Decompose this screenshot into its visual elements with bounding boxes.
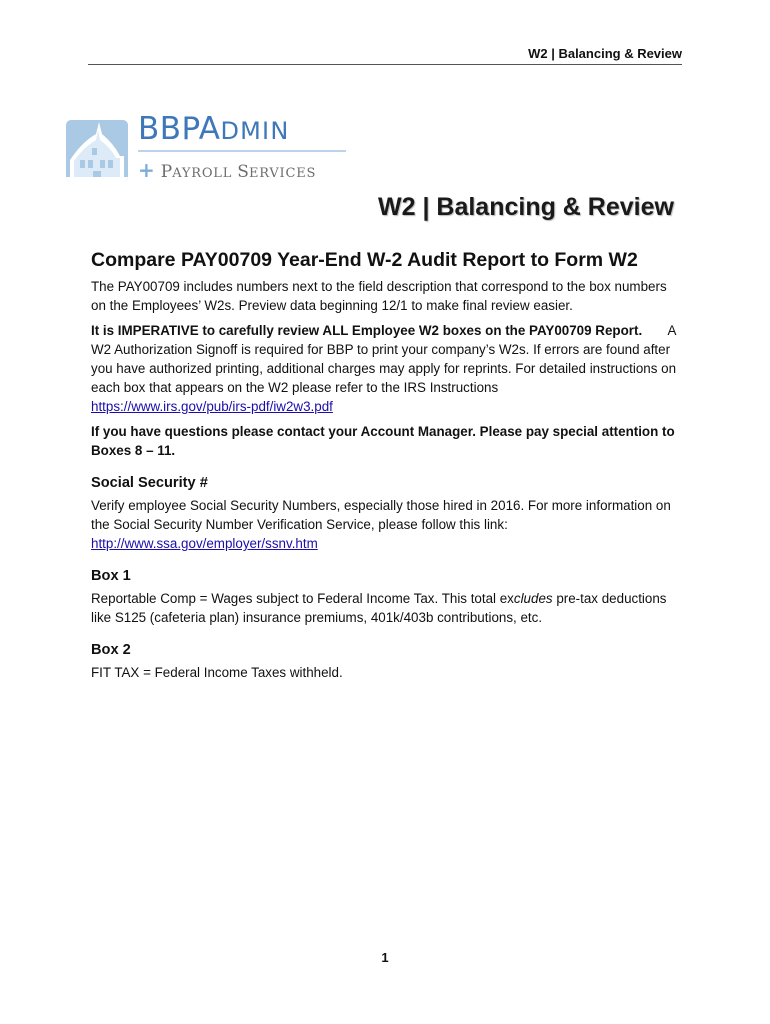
logo-subtitle: [138, 160, 316, 181]
box2-heading: Box 2: [91, 642, 131, 658]
ssn-paragraph: [91, 496, 679, 553]
running-header: [88, 46, 682, 65]
irs-instructions-link[interactable]: https://www.irs.gov/pub/irs-pdf/iw2w3.pdf: [91, 399, 333, 414]
ssn-heading: Social Security #: [91, 475, 208, 491]
logo-sub-p: P: [160, 162, 173, 182]
plus-icon: +: [138, 158, 155, 182]
imperative-rest: A W2 Authorization Signoff is required for BBP to print your company’s W2s. If errors are found after you have authorized printing, additional charges may apply for reprints. For detailed instructions on each box that appears on the W2 please refer to the IRS Instructions: [91, 323, 677, 395]
page-number: 1: [381, 950, 389, 965]
running-header-title: W2 | Balancing & Review: [528, 46, 682, 61]
box1-heading: Box 1: [91, 568, 131, 584]
box1-text-emphasis: cludes: [513, 591, 553, 606]
ssn-text: Verify employee Social Security Numbers, especially those hired in 2016. For more information on the Social Security Number Verification Service, please follow this link:: [91, 498, 671, 532]
questions-paragraph: [91, 422, 679, 460]
box1-text-before: Reportable Comp = Wages subject to Federal Income Tax. This total ex: [91, 591, 514, 606]
logo-brand-admin-rest: DMIN: [220, 117, 290, 145]
logo-sub-ervices: ERVICES: [248, 166, 317, 181]
logo-sub-ayroll: AYROLL: [172, 166, 233, 181]
box1-text-after: pre-tax deductions like S125 (cafeteria plan) insurance premiums, 401k/403b contributions, etc.: [91, 591, 667, 625]
company-logo: [66, 111, 366, 186]
logo-brand-bbp: BBP: [138, 111, 199, 147]
imperative-paragraph: [91, 321, 679, 416]
intro-heading: Compare PAY00709 Year-End W-2 Audit Report to Form W2: [91, 249, 638, 271]
intro-paragraph: The PAY00709 includes numbers next to the field description that correspond to the box numbers on the Employees’ W2s. Preview data beginning 12/1 to make final review easier.: [91, 279, 667, 313]
logo-sub-s: S: [237, 162, 249, 182]
box1-paragraph: [91, 589, 679, 627]
logo-square: [66, 120, 128, 182]
logo-divider: [138, 150, 346, 152]
box2-paragraph: FIT TAX = Federal Income Taxes withheld.: [91, 665, 343, 680]
ssa-verification-link[interactable]: http://www.ssa.gov/employer/ssnv.htm: [91, 536, 318, 551]
logo-brand-admin-initial: A: [198, 111, 221, 147]
document-title: W2 | Balancing & Review: [378, 193, 674, 221]
questions-bold: If you have questions please contact your Account Manager. Please pay special attention to Boxes 8 – 11.: [91, 424, 675, 458]
logo-brand-text: [138, 111, 290, 147]
document-body: [91, 246, 679, 682]
house-icon: [66, 120, 128, 182]
imperative-bold: It is IMPERATIVE to carefully review ALL Employee W2 boxes on the PAY00709 Report.: [91, 323, 643, 338]
